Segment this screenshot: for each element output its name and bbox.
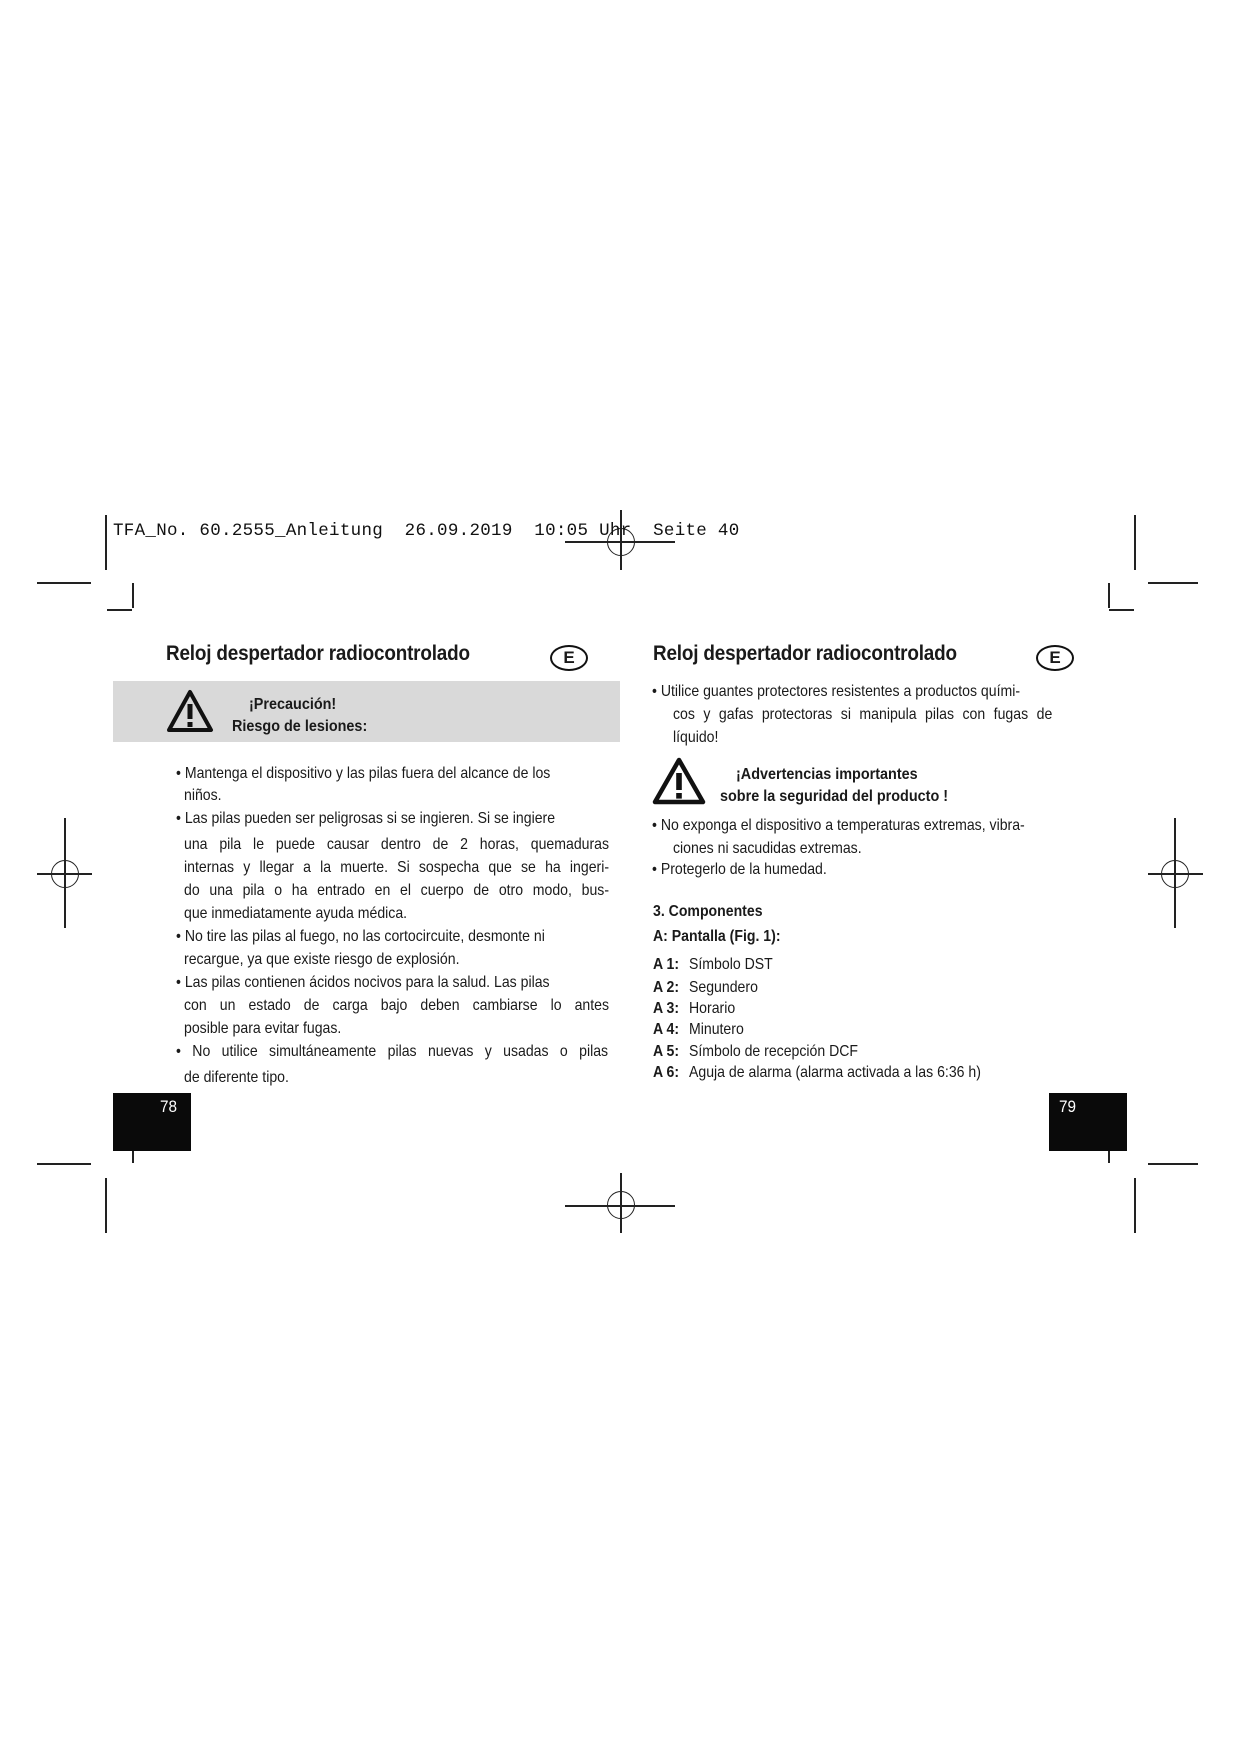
text-line: posible para evitar fugas. (184, 1020, 342, 1037)
left-warning-title: ¡Precaución! (249, 696, 337, 713)
section-heading: 3. Componentes (653, 903, 763, 920)
warning-triangle-icon (166, 689, 214, 733)
component-label: A 4: (653, 1021, 680, 1038)
text-line: una pila le puede causar dentro de 2 horas, quemaduras (184, 836, 610, 853)
left-page-number: 78 (160, 1097, 178, 1116)
text-line: • Utilice guantes protectores resistentes a productos quími- (652, 683, 1021, 700)
text-line: cos y gafas protectoras si manipula pilas con fugas de (673, 706, 1053, 723)
component-text: Minutero (689, 1021, 744, 1038)
text-line: con un estado de carga bajo deben cambiarse lo antes (184, 997, 610, 1014)
text-line: • Las pilas contienen ácidos nocivos para la salud. Las pilas (176, 974, 550, 991)
right-warning-title: ¡Advertencias importantes (736, 766, 918, 783)
text-line: que inmediatamente ayuda médica. (184, 905, 408, 922)
text-line: niños. (184, 787, 222, 804)
component-text: Aguja de alarma (alarma activada a las 6:36 h) (689, 1064, 981, 1081)
text-line: líquido! (673, 729, 719, 746)
warning-triangle-icon (652, 757, 706, 805)
component-text: Símbolo de recepción DCF (689, 1043, 859, 1060)
text-line: • No utilice simultáneamente pilas nuevas y usadas o pilas (176, 1043, 609, 1060)
component-text: Segundero (689, 979, 758, 996)
text-line: • Mantenga el dispositivo y las pilas fuera del alcance de los (176, 765, 551, 782)
text-line: recargue, ya que existe riesgo de explosión. (184, 951, 460, 968)
left-page-title: Reloj despertador radiocontrolado (166, 642, 470, 665)
left-language-badge: E (550, 645, 588, 671)
text-line: de diferente tipo. (184, 1069, 289, 1086)
right-page-number-box (1049, 1093, 1127, 1151)
subheading: A: Pantalla (Fig. 1): (653, 928, 781, 945)
right-page-title: Reloj despertador radiocontrolado (653, 642, 957, 665)
text-line: • Las pilas pueden ser peligrosas si se ingieren. Si se ingiere (176, 810, 556, 827)
text-line: ciones ni sacudidas extremas. (673, 840, 862, 857)
left-warning-box (113, 681, 620, 742)
component-text: Horario (689, 1000, 736, 1017)
right-warning-subtitle: sobre la seguridad del producto ! (720, 788, 949, 805)
text-line: • No exponga el dispositivo a temperaturas extremas, vibra- (652, 817, 1025, 834)
text-line: • No tire las pilas al fuego, no las cortocircuite, desmonte ni (176, 928, 545, 945)
right-page-number: 79 (1059, 1097, 1077, 1116)
text-line: • Protegerlo de la humedad. (652, 861, 827, 878)
print-slug: TFA_No. 60.2555_Anleitung 26.09.2019 10:05 Uhr Seite 40 (113, 521, 740, 541)
component-label: A 6: (653, 1064, 680, 1081)
component-label: A 2: (653, 979, 680, 996)
left-warning-subtitle: Riesgo de lesiones: (232, 718, 368, 735)
component-label: A 5: (653, 1043, 680, 1060)
component-label: A 3: (653, 1000, 680, 1017)
text-line: internas y llegar a la muerte. Si sospecha que se ha ingeri- (184, 859, 610, 876)
right-language-badge: E (1036, 645, 1074, 671)
left-page-number-box (113, 1093, 191, 1151)
component-label: A 1: (653, 956, 680, 973)
component-text: Símbolo DST (689, 956, 773, 973)
text-line: do una pila o ha entrado en el cuerpo de otro modo, bus- (184, 882, 610, 899)
